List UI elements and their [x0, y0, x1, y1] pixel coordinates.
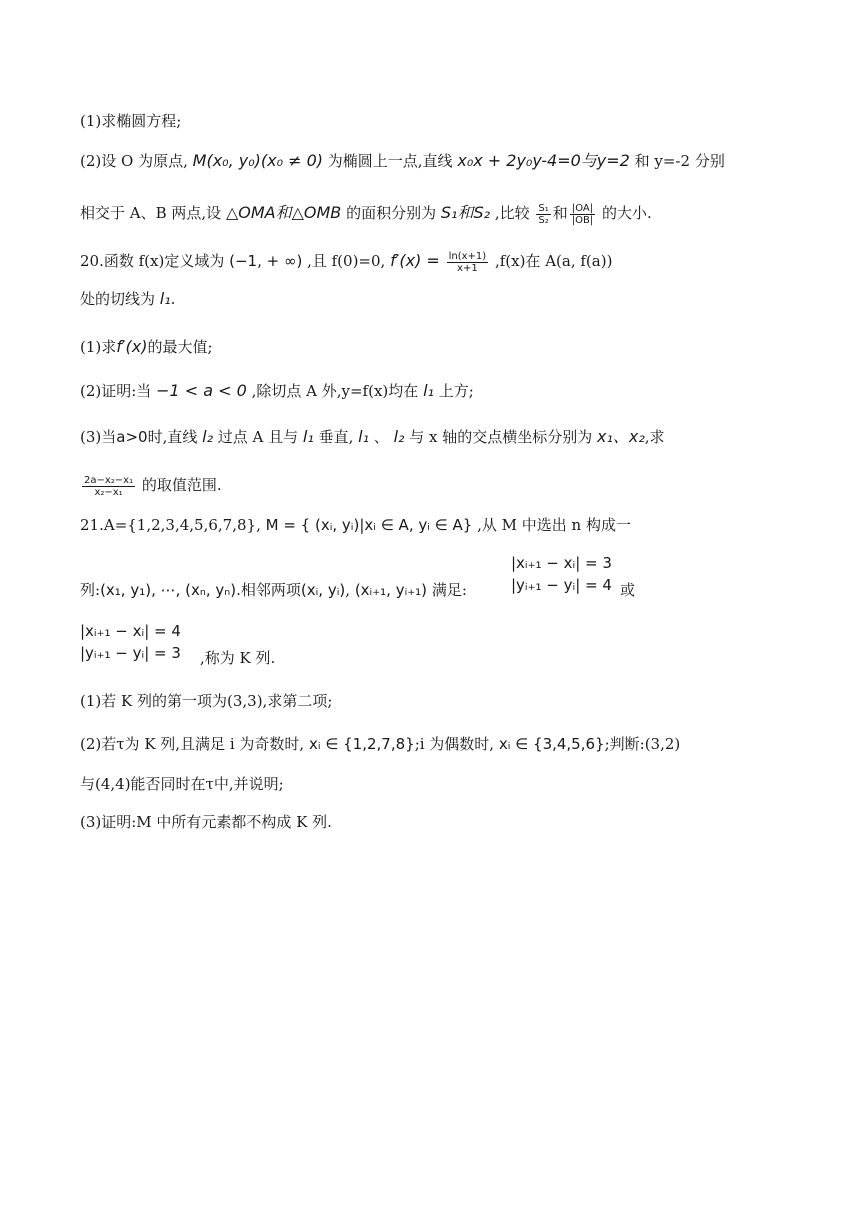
q19-triangles-formula: △OMA和△OMB	[225, 203, 342, 222]
q21-set-m-formula: M = { (xᵢ, yᵢ)|xᵢ ∈ A, yᵢ ∈ A}	[265, 516, 473, 534]
q21-part2-text-d: 与(4,4)能否同时在τ中,并说明;	[80, 775, 284, 793]
q21-k-list-text: ,称为 K 列.	[200, 649, 276, 667]
q21-or	[620, 579, 635, 601]
q20-part3-l1b: l₁	[358, 427, 369, 446]
q20-part3-cont	[80, 474, 222, 498]
q20-part2-text-a: (2)证明:当	[80, 382, 152, 400]
q19-cont-text-d: 的大小.	[602, 204, 652, 222]
q20-part1-derivative: f′(x)	[116, 337, 148, 356]
frac-denominator: |OB|	[571, 214, 594, 226]
q19-point-m-formula: M(x₀, y₀)(x₀ ≠ 0)	[192, 151, 323, 170]
q20-text-c: ,f(x)在 A(a, f(a))	[494, 252, 613, 270]
q19-areas-formula: S₁和S₂	[440, 203, 491, 222]
q19-cont-text-c: ,比较	[494, 204, 530, 222]
q20-part3-text-e: 、	[373, 428, 389, 446]
q20-tangent-l1: l₁	[159, 289, 171, 308]
q20-part3-text-f: 与 x 轴的交点横坐标分别为	[409, 428, 593, 446]
frac-numerator: S₁	[538, 202, 549, 214]
q21-part2-cont	[80, 773, 284, 795]
q20-text-a: 20.函数 f(x)定义域为	[80, 252, 225, 270]
q21-condition1	[511, 552, 612, 596]
q20-part2	[80, 380, 474, 402]
frac-numerator: |OA|	[570, 203, 595, 215]
q19-cont-text-a: 相交于 A、B 两点,设	[80, 204, 222, 222]
q19-area-ratio-fraction	[536, 203, 550, 226]
q21-part1-text: (1)若 K 列的第一项为(3,3),求第二项;	[80, 692, 333, 710]
q21-condition2	[80, 620, 181, 664]
q20-part2-l1: l₁	[423, 381, 434, 400]
q20-domain-formula: (−1, + ∞)	[229, 252, 303, 270]
q21-part2-text-c: ;判断:(3,2)	[604, 735, 681, 753]
q20-part3-condition: a>0	[116, 428, 148, 446]
q19-part1-text: (1)求椭圆方程;	[80, 112, 182, 130]
q21-condition2-bottom: |yᵢ₊₁ − yᵢ| = 3	[80, 644, 181, 662]
q20-derivative-fraction	[447, 251, 489, 274]
q19-part2-cont	[80, 202, 652, 226]
q19-line-formula: x₀x + 2y₀y-4=0与y=2	[457, 151, 630, 170]
q21-term-i-plus-1: (xᵢ₊₁, yᵢ₊₁)	[354, 581, 428, 599]
q21-text-e: 满足:	[431, 581, 467, 599]
q20-stem-line2	[80, 288, 175, 310]
q21-condition1-bottom: |yᵢ₊₁ − yᵢ| = 4	[511, 576, 612, 594]
q19-part2-text-b: 为椭圆上一点,直线	[327, 152, 453, 170]
q21-part2-text-b: ;i 为偶数时,	[414, 735, 495, 753]
q20-part3-intercepts: x₁、x₂	[596, 427, 645, 446]
q20-text-d: 处的切线为	[80, 290, 156, 308]
q20-part3	[80, 426, 665, 448]
q20-part3-l2: l₂	[202, 427, 213, 446]
q21-part3	[80, 811, 332, 833]
frac-numerator: 2a−x₂−x₁	[84, 474, 134, 486]
q21-text-c: 列:	[80, 581, 101, 599]
q20-part1-text-a: (1)求	[80, 338, 117, 356]
q20-part1-text-b: 的最大值;	[147, 338, 213, 356]
q20-derivative-formula: f′(x) =	[390, 251, 440, 270]
q21-term-i: (xᵢ, yᵢ)	[300, 581, 346, 599]
q21-text-b: ,从 M 中选出 n 构成一	[477, 516, 631, 534]
q20-part3-l2b: l₂	[393, 427, 405, 446]
q20-part2-text-b: ,除切点 A 外,y=f(x)均在	[251, 382, 419, 400]
q20-part3-text-c: 过点 A 且与	[217, 428, 299, 446]
frac-denominator: x+1	[457, 262, 478, 274]
q19-length-ratio-fraction	[570, 203, 595, 226]
q21-sequence-formula: (x₁, y₁), ⋯, (xₙ, yₙ)	[100, 581, 237, 599]
q21-odd-condition: xᵢ ∈ {1,2,7,8}	[308, 735, 415, 753]
q20-part2-condition: −1 < a < 0	[156, 381, 247, 400]
q20-part1	[80, 336, 213, 358]
q21-text-a: 21.A={1,2,3,4,5,6,7,8},	[80, 516, 261, 534]
q20-part3-text-h: 的取值范围.	[141, 476, 222, 494]
q21-stem-line2	[80, 579, 467, 601]
q21-or-text: 或	[620, 581, 636, 599]
frac-denominator: x₂−x₁	[94, 486, 123, 498]
q19-part1	[80, 110, 181, 132]
q20-part3-l1: l₁	[302, 427, 314, 446]
q20-part3-text-g: ,求	[644, 428, 665, 446]
q20-part3-text-d: 垂直,	[318, 428, 354, 446]
q19-part2-text-a: (2)设 O 为原点,	[80, 152, 188, 170]
frac-denominator: S₂	[538, 214, 549, 226]
q19-part2-text-c: 和 y=-2 分别	[634, 152, 725, 170]
q19-part2	[80, 150, 725, 172]
q20-period: .	[170, 290, 176, 308]
q21-part1	[80, 690, 332, 712]
q21-part2	[80, 733, 680, 755]
q21-k-list-def	[200, 647, 275, 669]
q21-condition2-top: |xᵢ₊₁ − xᵢ| = 4	[80, 622, 181, 640]
q20-text-b: ,且 f(0)=0,	[307, 252, 386, 270]
q21-part3-text: (3)证明:M 中所有元素都不构成 K 列.	[80, 813, 332, 831]
q20-part2-text-c: 上方;	[438, 382, 474, 400]
q19-and-text: 和	[552, 204, 568, 222]
q20-part3-fraction	[82, 475, 135, 498]
q19-cont-text-b: 的面积分别为	[346, 204, 437, 222]
q21-stem-line1	[80, 514, 631, 536]
q21-even-condition: xᵢ ∈ {3,4,5,6}	[498, 735, 605, 753]
q20-part3-text-b: 时,直线	[147, 428, 198, 446]
frac-numerator: ln(x+1)	[448, 250, 487, 262]
q21-condition1-top: |xᵢ₊₁ − xᵢ| = 3	[511, 554, 612, 572]
q21-comma: ,	[345, 581, 351, 599]
q20-part3-text-a: (3)当	[80, 428, 117, 446]
q20-stem-line1	[80, 250, 612, 274]
q21-part2-text-a: (2)若τ为 K 列,且满足 i 为奇数时,	[80, 735, 305, 753]
q21-text-d: .相邻两项	[236, 581, 301, 599]
